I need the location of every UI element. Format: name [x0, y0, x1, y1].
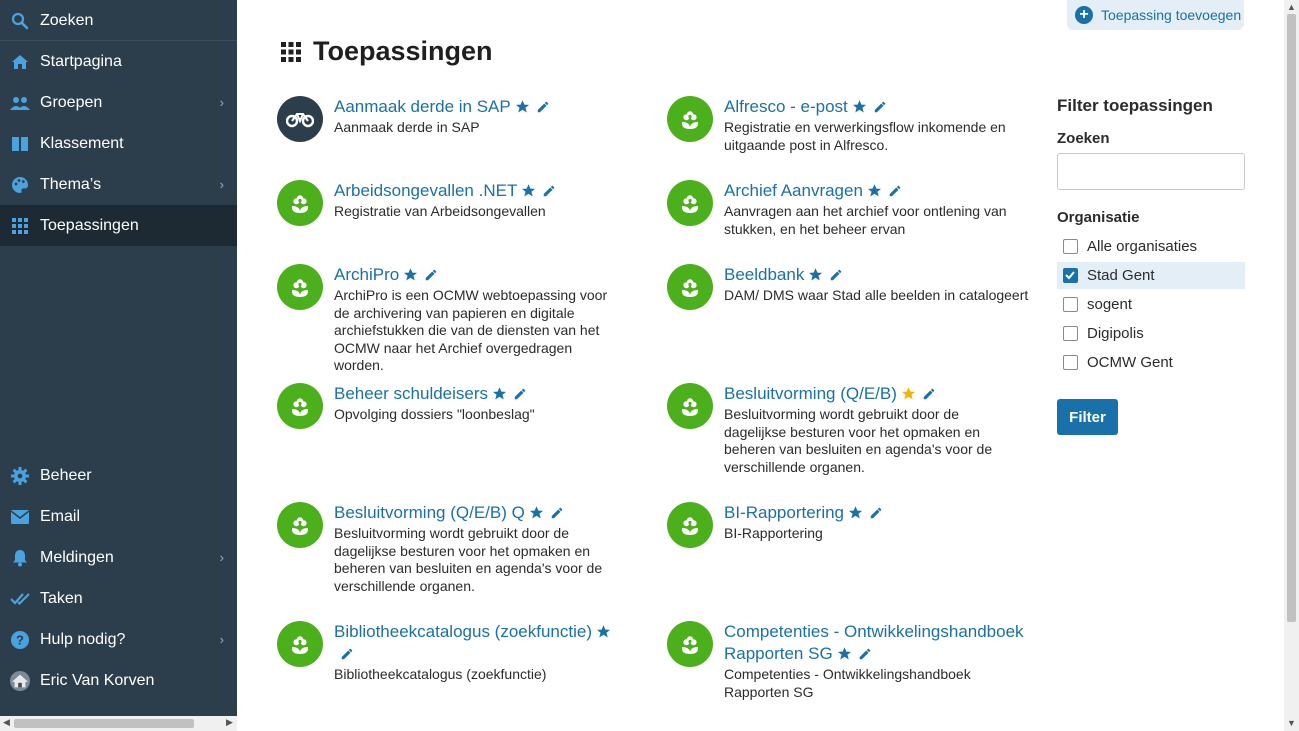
app-description: DAM/ DMS waar Stad alle beelden in catalogeert — [724, 287, 1029, 303]
app-description: Besluitvorming wordt gebruikt door de dagelijkse besturen voor het opmaken en beheren van besluiten en agenda's voor de verschillende organen. — [724, 406, 993, 475]
app-icon[interactable] — [277, 180, 323, 226]
envelope-icon — [10, 507, 30, 527]
pencil-icon[interactable] — [888, 184, 902, 198]
org-checkbox-sogent[interactable] — [1057, 291, 1245, 318]
app-title-link[interactable]: Beheer schuldeisers — [334, 384, 489, 403]
checkbox[interactable] — [1063, 355, 1078, 370]
pencil-icon[interactable] — [542, 184, 556, 198]
star-icon[interactable] — [852, 99, 867, 114]
checkbox-checked[interactable] — [1063, 268, 1078, 283]
search-label: Zoeken — [1057, 130, 1110, 147]
app-description: Aanvragen aan het archief voor ontlening van stukken, en het beheer ervan — [724, 203, 1007, 237]
sidebar-item-groepen[interactable] — [0, 82, 237, 123]
sidebar-item-toepassingen[interactable] — [0, 205, 237, 246]
search-input[interactable] — [1057, 153, 1245, 190]
star-icon[interactable] — [848, 505, 863, 520]
help-icon — [10, 630, 30, 650]
checkmark-icon — [1064, 269, 1076, 281]
sidebar-item-meldingen[interactable] — [0, 537, 237, 578]
star-icon[interactable] — [529, 505, 544, 520]
app-title-link[interactable]: BI-Rapportering — [724, 503, 845, 522]
users-icon — [10, 93, 30, 113]
org-checkbox-alle[interactable] — [1057, 233, 1245, 260]
app-description: Aanmaak derde in SAP — [334, 119, 480, 135]
pencil-icon[interactable] — [858, 647, 872, 661]
avatar — [10, 671, 30, 691]
scroll-up-icon[interactable]: ▲ — [1287, 2, 1296, 12]
app-icon[interactable] — [667, 383, 713, 429]
app-description: Competenties - Ontwikkelingshandboek Rapporten SG — [724, 666, 971, 700]
app-title-link[interactable]: Alfresco - e-post — [724, 97, 848, 116]
scrollbar-thumb[interactable] — [14, 719, 194, 728]
sidebar-item-themas[interactable] — [0, 164, 237, 205]
sidebar-item-label: Meldingen — [40, 548, 114, 566]
star-icon[interactable] — [867, 183, 882, 198]
sidebar-item-label: Groepen — [40, 93, 103, 111]
sidebar-item-label: Hulp nodig? — [40, 630, 126, 648]
app-description: ArchiPro is een OCMW webtoepassing voor de archivering van papieren en digitale archiefstukken die van de diensten van het OCMW naar het Archief overgedragen worden. — [334, 287, 608, 373]
organisation-label: Organisatie — [1057, 209, 1140, 226]
pencil-icon[interactable] — [536, 100, 550, 114]
app-icon[interactable] — [277, 383, 323, 429]
chevron-right-icon: › — [219, 177, 224, 192]
org-checkbox-digipolis[interactable] — [1057, 320, 1245, 347]
palette-icon — [10, 175, 30, 195]
filter-title: Filter toepassingen — [1057, 96, 1213, 115]
star-icon[interactable] — [521, 183, 536, 198]
pencil-icon[interactable] — [340, 647, 354, 661]
star-icon[interactable] — [492, 386, 507, 401]
checkbox[interactable] — [1063, 239, 1078, 254]
pencil-icon[interactable] — [829, 268, 843, 282]
filter-button[interactable]: Filter — [1057, 399, 1118, 435]
chevron-right-icon: › — [219, 632, 224, 647]
star-icon[interactable] — [515, 99, 530, 114]
pencil-icon[interactable] — [513, 387, 527, 401]
book-icon — [10, 134, 30, 154]
app-title-link[interactable]: ArchiPro — [334, 265, 400, 284]
org-label: sogent — [1087, 296, 1133, 313]
filter-panel — [1057, 96, 1247, 441]
pencil-icon[interactable] — [424, 268, 438, 282]
pencil-icon[interactable] — [550, 506, 564, 520]
app-title-link[interactable]: Besluitvorming (Q/E/B) Q — [334, 503, 525, 522]
star-icon[interactable] — [837, 646, 852, 661]
search-icon — [10, 11, 30, 31]
checkbox[interactable] — [1063, 326, 1078, 341]
org-label: Digipolis — [1087, 325, 1144, 342]
page-title — [281, 36, 493, 67]
home-icon — [10, 52, 30, 72]
org-checkbox-ocmw-gent[interactable] — [1057, 349, 1245, 376]
app-title-link[interactable]: Aanmaak derde in SAP — [334, 97, 511, 116]
scroll-left-icon[interactable]: ◀ — [3, 717, 10, 727]
org-label: Alle organisaties — [1087, 238, 1198, 255]
star-icon[interactable] — [596, 624, 611, 639]
app-icon[interactable] — [667, 264, 713, 310]
sidebar-item-startpagina[interactable] — [0, 41, 237, 82]
add-application-button[interactable] — [1067, 0, 1244, 30]
app-icon[interactable] — [277, 96, 323, 142]
svg-text:?: ? — [16, 632, 24, 647]
org-label: Stad Gent — [1087, 267, 1155, 284]
pencil-icon[interactable] — [869, 506, 883, 520]
app-icon[interactable] — [277, 621, 323, 667]
sidebar-item-label: Zoeken — [40, 11, 94, 29]
sidebar-item-user[interactable] — [0, 660, 237, 701]
checkbox[interactable] — [1063, 297, 1078, 312]
sidebar-item-label: Eric Van Korven — [40, 671, 155, 689]
sidebar-item-klassement[interactable] — [0, 123, 237, 164]
sidebar-item-label: Beheer — [40, 466, 92, 484]
app-description: Registratie en verwerkingsflow inkomende en uitgaande post in Alfresco. — [724, 119, 1006, 153]
app-title-link[interactable]: Archief Aanvragen — [724, 181, 863, 200]
page-title-text: Toepassingen — [313, 36, 493, 66]
app-title-link[interactable]: Competenties - Ontwikkelingshandboek Rapporten SG — [724, 622, 1024, 663]
sidebar-item-label: Startpagina — [40, 52, 122, 70]
scroll-right-icon[interactable]: ▶ — [226, 717, 233, 727]
sidebar-item-label: Toepassingen — [40, 216, 139, 234]
star-icon[interactable] — [403, 267, 418, 282]
pencil-icon[interactable] — [922, 387, 936, 401]
chevron-right-icon: › — [219, 95, 224, 110]
sidebar-item-label: Email — [40, 507, 81, 525]
sidebar-item-taken[interactable] — [0, 578, 237, 619]
app-title-link[interactable]: Arbeidsongevallen .NET — [334, 181, 518, 200]
app-icon[interactable] — [667, 502, 713, 548]
check-icon — [10, 589, 30, 609]
sidebar — [0, 0, 237, 731]
horizontal-scrollbar[interactable] — [0, 716, 237, 731]
bell-icon — [10, 548, 30, 568]
grid-icon — [10, 216, 30, 236]
sidebar-item-label: Taken — [40, 589, 83, 607]
org-checkbox-stad-gent[interactable] — [1057, 262, 1245, 289]
app-description: Bibliotheekcatalogus (zoekfunctie) — [334, 666, 547, 682]
org-label: OCMW Gent — [1087, 354, 1173, 371]
app-icon[interactable] — [667, 621, 713, 667]
app-title-link[interactable]: Bibliotheekcatalogus (zoekfunctie) — [334, 622, 592, 641]
app-icon[interactable] — [667, 96, 713, 142]
app-description: Registratie van Arbeidsongevallen — [334, 203, 546, 219]
scroll-down-icon[interactable]: ▼ — [1287, 718, 1296, 728]
sidebar-item-email[interactable] — [0, 496, 237, 537]
sidebar-item-zoeken[interactable] — [0, 0, 237, 41]
app-icon[interactable] — [667, 180, 713, 226]
app-icon[interactable] — [277, 264, 323, 310]
app-icon[interactable] — [277, 502, 323, 548]
sidebar-item-beheer[interactable] — [0, 455, 237, 496]
pencil-icon[interactable] — [873, 100, 887, 114]
add-application-label: Toepassing toevoegen — [1101, 7, 1242, 23]
chevron-right-icon: › — [219, 550, 224, 565]
scrollbar-thumb[interactable] — [1287, 14, 1296, 622]
app-description: Opvolging dossiers "loonbeslag" — [334, 406, 535, 422]
app-title-link[interactable]: Besluitvorming (Q/E/B) — [724, 384, 897, 403]
star-icon-favorite[interactable] — [901, 386, 916, 401]
gear-icon — [10, 466, 30, 486]
sidebar-item-hulp[interactable] — [0, 619, 237, 660]
sidebar-item-label: Thema’s — [40, 175, 102, 193]
vertical-scrollbar[interactable] — [1284, 0, 1299, 731]
app-description: Besluitvorming wordt gebruikt door de dagelijkse besturen voor het opmaken en beheren van besluiten en agenda's voor de verschillende organen. — [334, 525, 603, 594]
sidebar-item-label: Klassement — [40, 134, 124, 152]
app-description: BI-Rapportering — [724, 525, 823, 541]
grid-icon — [281, 42, 301, 62]
plus-icon: + — [1075, 6, 1093, 24]
app-title-link[interactable]: Beeldbank — [724, 265, 805, 284]
star-icon[interactable] — [808, 267, 823, 282]
